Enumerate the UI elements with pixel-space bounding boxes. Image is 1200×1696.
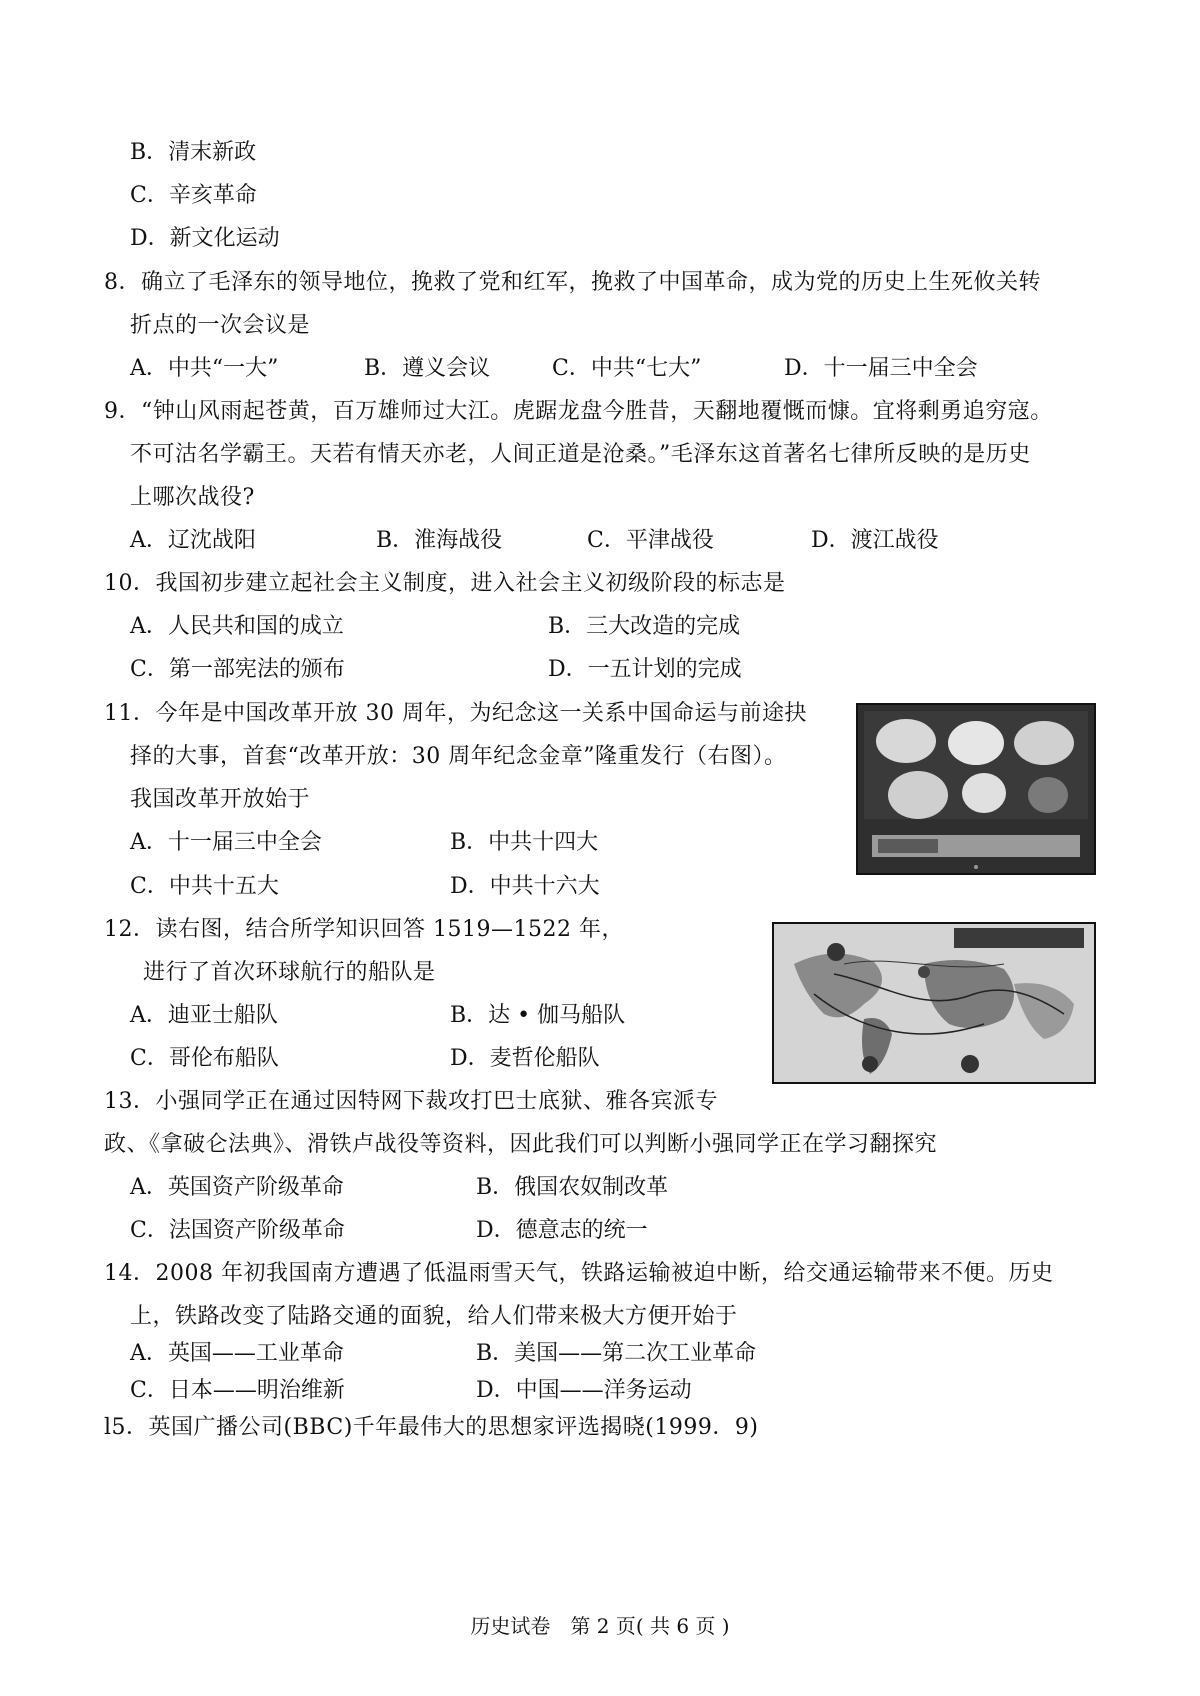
q8-option-c: C．中共“七大” [552, 356, 702, 381]
commemorative-medals-photo [856, 703, 1096, 875]
q13-option-b: B．俄国农奴制改革 [476, 1175, 669, 1200]
q11-option-a: A．十一届三中全会 [130, 830, 322, 855]
q11-option-d: D．中共十六大 [450, 874, 600, 899]
q9-stem-line-2: 不可沽名学霸王。天若有情天亦老，人间正道是沧桑。”毛泽东这首著名七律所反映的是历史 [130, 442, 1031, 467]
q10-option-c: C．第一部宪法的颁布 [130, 657, 345, 682]
q11-option-b: B．中共十四大 [450, 830, 599, 855]
q11-option-c: C．中共十五大 [130, 874, 279, 899]
q9-option-c: C．平津战役 [587, 528, 714, 553]
q9-option-d: D．渡江战役 [811, 528, 939, 553]
q10-option-d: D．一五计划的完成 [548, 657, 742, 682]
q11-stem-line-3: 我国改革开放始于 [130, 787, 311, 812]
q12-option-b: B．达 • 伽马船队 [450, 1003, 626, 1028]
q15-stem-line-1: l5．英国广播公司(BBC)千年最伟大的思想家评选揭晓(1999．9) [104, 1415, 759, 1440]
q8-stem-line-2: 折点的一次会议是 [130, 313, 311, 338]
q12-option-d: D．麦哲伦船队 [450, 1046, 600, 1071]
q9-stem-line-3: 上哪次战役? [130, 485, 255, 510]
page-footer: 历史试卷 第 2 页( 共 6 页 ) [470, 1614, 730, 1638]
q9-option-b: B．淮海战役 [376, 528, 503, 553]
q9-option-a: A．辽沈战阳 [130, 528, 256, 553]
q14-option-d: D．中国——洋务运动 [476, 1378, 692, 1403]
q8-option-a: A．中共“一大” [130, 356, 279, 381]
q12-option-c: C．哥伦布船队 [130, 1046, 279, 1071]
q13-option-d: D．德意志的统一 [476, 1218, 648, 1243]
q14-stem-line-1: 14．2008 年初我国南方遭遇了低温雨雪天气，铁路运输被迫中断，给交通运输带来不便。历史 [104, 1261, 1054, 1286]
q8-option-b: B．遵义会议 [364, 356, 491, 381]
q8-stem-line-1: 8．确立了毛泽东的领导地位，挽救了党和红军，挽救了中国革命，成为党的历史上生死攸关转 [104, 270, 1042, 295]
q7-option-d: D．新文化运动 [130, 226, 280, 251]
q10-option-a: A．人民共和国的成立 [130, 614, 344, 639]
q14-stem-line-2: 上，铁路改变了陆路交通的面貌，给人们带来极大方便开始于 [130, 1304, 738, 1329]
q8-option-d: D．十一届三中全会 [784, 356, 978, 381]
q12-option-a: A．迪亚士船队 [130, 1003, 278, 1028]
q12-stem-line-1: 12．读右图，结合所学知识回答 1519—1522 年， [104, 917, 624, 942]
q13-stem-line-1: 13．小强同学正在通过因特网下裁攻打巴士底狱、雅各宾派专 [104, 1089, 718, 1114]
q10-stem-line-1: 10．我国初步建立起社会主义制度，进入社会主义初级阶段的标志是 [104, 571, 786, 596]
q14-option-c: C．日本——明治维新 [130, 1378, 345, 1403]
q7-option-b: B．清末新政 [130, 140, 257, 165]
q10-option-b: B．三大改造的完成 [548, 614, 741, 639]
q13-stem-line-2: 政、《拿破仑法典》、滑铁卢战役等资料，因此我们可以判断小强同学正在学习翻探究 [104, 1132, 938, 1157]
q13-option-a: A．英国资产阶级革命 [130, 1175, 344, 1200]
q14-option-a: A．英国——工业革命 [130, 1341, 344, 1366]
q14-option-b: B．美国——第二次工业革命 [476, 1341, 757, 1366]
q12-stem-line-2: 进行了首次环球航行的船队是 [143, 960, 436, 985]
q13-option-c: C．法国资产阶级革命 [130, 1218, 345, 1243]
q9-stem-line-1: 9．“钟山风雨起苍黄，百万雄师过大江。虎踞龙盘今胜昔，天翻地覆慨而慷。宜将剩勇追穷寇。 [104, 399, 1053, 424]
q7-option-c: C．辛亥革命 [130, 183, 257, 208]
q11-stem-line-2: 择的大事，首套“改革开放：30 周年纪念金章”隆重发行（右图）。 [130, 744, 787, 769]
voyages-world-map [772, 922, 1096, 1084]
q11-stem-line-1: 11．今年是中国改革开放 30 周年，为纪念这一关系中国命运与前途抉 [104, 701, 807, 726]
